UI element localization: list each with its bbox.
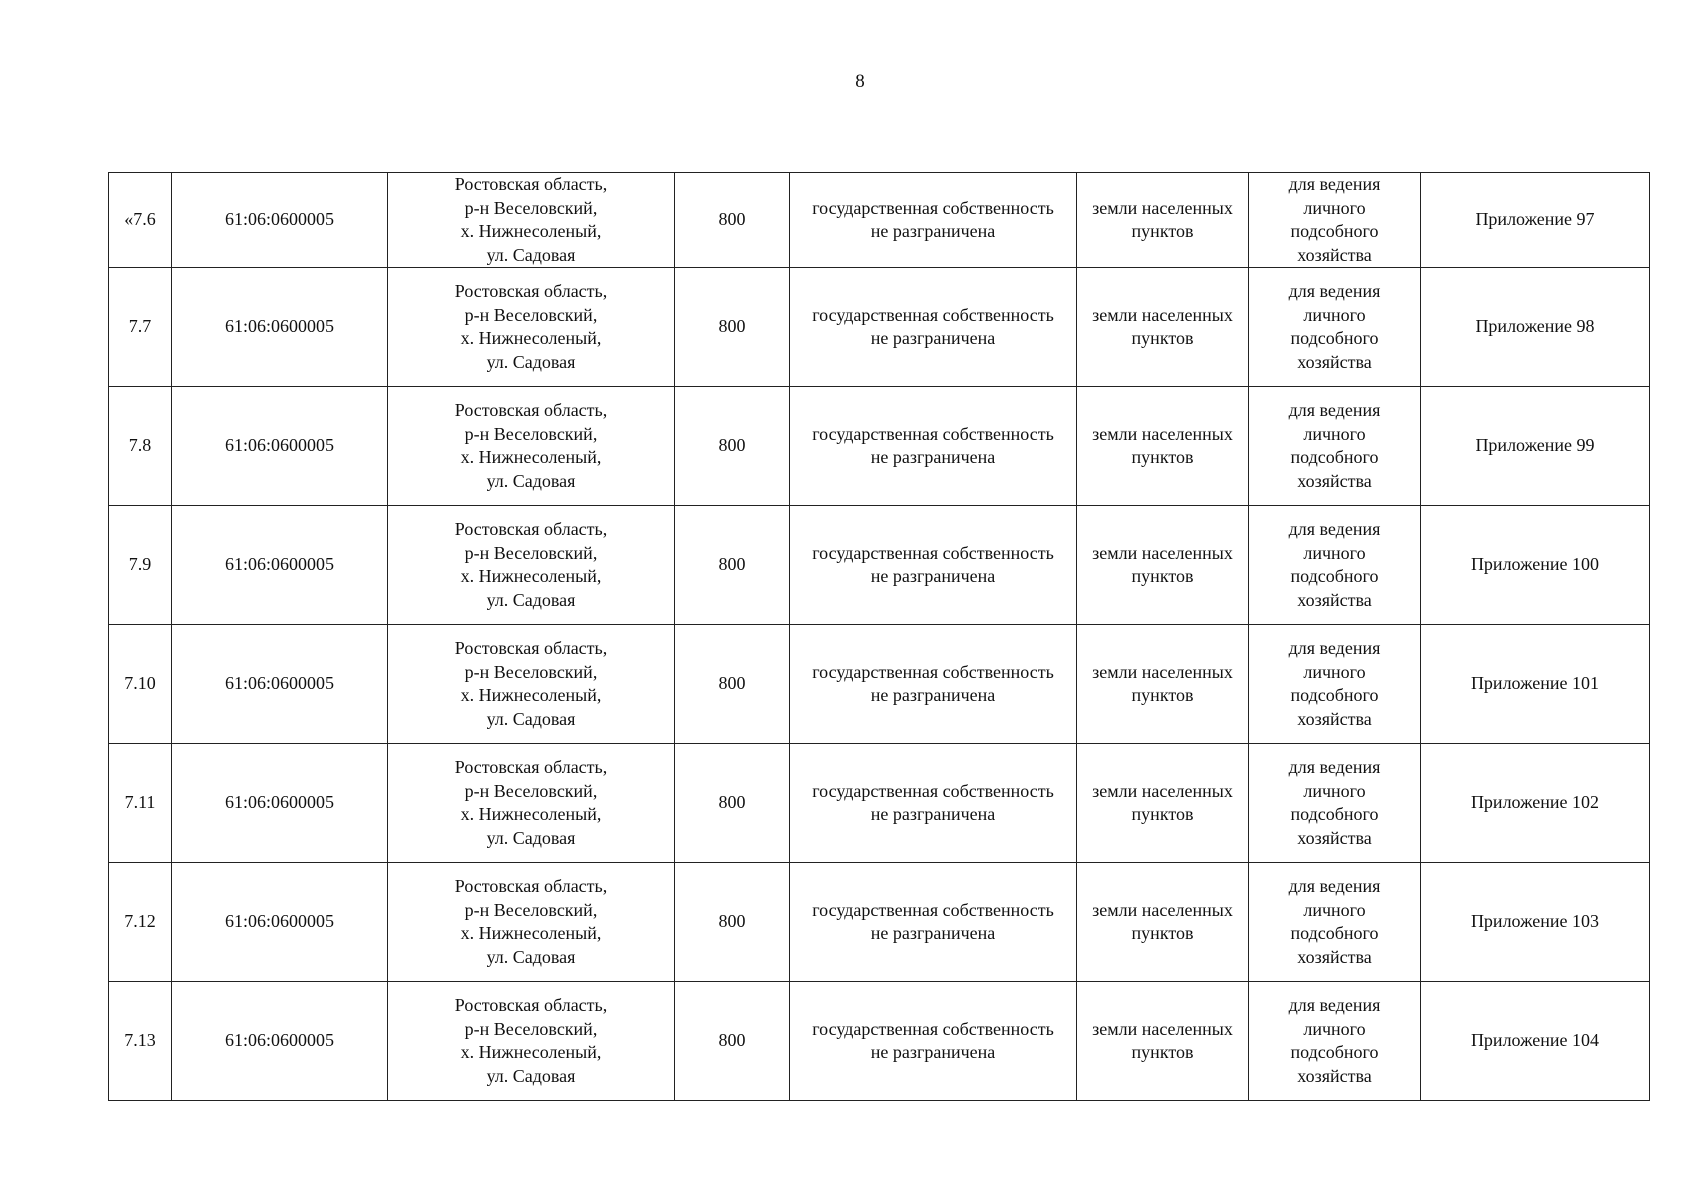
land-category: земли населенных пунктов bbox=[1077, 744, 1249, 863]
table-row bbox=[109, 744, 1650, 863]
cadastral-quarter: 61:06:0600005 bbox=[172, 387, 388, 506]
address: Ростовская область, р-н Веселовский, х. Нижнесоленый, ул. Садовая bbox=[388, 506, 675, 625]
ownership-form: государственная собственность не разграничена bbox=[790, 625, 1077, 744]
row-number: 7.12 bbox=[109, 863, 172, 982]
ownership-form: государственная собственность не разграничена bbox=[790, 506, 1077, 625]
permitted-use: для ведения личного подсобного хозяйства bbox=[1249, 173, 1421, 268]
land-category: земли населенных пунктов bbox=[1077, 863, 1249, 982]
appendix-ref: Приложение 103 bbox=[1421, 863, 1650, 982]
cadastral-quarter: 61:06:0600005 bbox=[172, 982, 388, 1101]
ownership-form: государственная собственность не разграничена bbox=[790, 863, 1077, 982]
cadastral-quarter: 61:06:0600005 bbox=[172, 744, 388, 863]
row-number: 7.7 bbox=[109, 268, 172, 387]
area: 800 bbox=[675, 506, 790, 625]
ownership-form: государственная собственность не разграничена bbox=[790, 387, 1077, 506]
land-category: земли населенных пунктов bbox=[1077, 625, 1249, 744]
address: Ростовская область, р-н Веселовский, х. Нижнесоленый, ул. Садовая bbox=[388, 744, 675, 863]
cadastral-quarter: 61:06:0600005 bbox=[172, 625, 388, 744]
address: Ростовская область, р-н Веселовский, х. Нижнесоленый, ул. Садовая bbox=[388, 863, 675, 982]
land-plot-table bbox=[108, 172, 1650, 1101]
table-row bbox=[109, 625, 1650, 744]
row-number: 7.11 bbox=[109, 744, 172, 863]
land-category: земли населенных пунктов bbox=[1077, 387, 1249, 506]
appendix-ref: Приложение 99 bbox=[1421, 387, 1650, 506]
appendix-ref: Приложение 98 bbox=[1421, 268, 1650, 387]
table-row bbox=[109, 863, 1650, 982]
address: Ростовская область, р-н Веселовский, х. Нижнесоленый, ул. Садовая bbox=[388, 982, 675, 1101]
ownership-form: государственная собственность не разграничена bbox=[790, 173, 1077, 268]
cadastral-quarter: 61:06:0600005 bbox=[172, 506, 388, 625]
permitted-use: для ведения личного подсобного хозяйства bbox=[1249, 268, 1421, 387]
row-number: «7.6 bbox=[109, 173, 172, 268]
land-category: земли населенных пунктов bbox=[1077, 982, 1249, 1101]
area: 800 bbox=[675, 863, 790, 982]
table-row bbox=[109, 173, 1650, 268]
address: Ростовская область, р-н Веселовский, х. Нижнесоленый, ул. Садовая bbox=[388, 625, 675, 744]
permitted-use: для ведения личного подсобного хозяйства bbox=[1249, 863, 1421, 982]
area: 800 bbox=[675, 982, 790, 1101]
ownership-form: государственная собственность не разграничена bbox=[790, 982, 1077, 1101]
ownership-form: государственная собственность не разграничена bbox=[790, 268, 1077, 387]
appendix-ref: Приложение 104 bbox=[1421, 982, 1650, 1101]
appendix-ref: Приложение 100 bbox=[1421, 506, 1650, 625]
table-row bbox=[109, 387, 1650, 506]
permitted-use: для ведения личного подсобного хозяйства bbox=[1249, 625, 1421, 744]
table-row bbox=[109, 506, 1650, 625]
land-category: земли населенных пунктов bbox=[1077, 173, 1249, 268]
address: Ростовская область, р-н Веселовский, х. Нижнесоленый, ул. Садовая bbox=[388, 387, 675, 506]
area: 800 bbox=[675, 744, 790, 863]
area: 800 bbox=[675, 387, 790, 506]
permitted-use: для ведения личного подсобного хозяйства bbox=[1249, 506, 1421, 625]
ownership-form: государственная собственность не разграничена bbox=[790, 744, 1077, 863]
address: Ростовская область, р-н Веселовский, х. Нижнесоленый, ул. Садовая bbox=[388, 173, 675, 268]
appendix-ref: Приложение 101 bbox=[1421, 625, 1650, 744]
permitted-use: для ведения личного подсобного хозяйства bbox=[1249, 982, 1421, 1101]
page-number: 8 bbox=[855, 71, 865, 92]
area: 800 bbox=[675, 625, 790, 744]
land-category: земли населенных пунктов bbox=[1077, 506, 1249, 625]
appendix-ref: Приложение 97 bbox=[1421, 173, 1650, 268]
appendix-ref: Приложение 102 bbox=[1421, 744, 1650, 863]
table-row bbox=[109, 268, 1650, 387]
area: 800 bbox=[675, 173, 790, 268]
area: 800 bbox=[675, 268, 790, 387]
row-number: 7.10 bbox=[109, 625, 172, 744]
cadastral-quarter: 61:06:0600005 bbox=[172, 173, 388, 268]
row-number: 7.13 bbox=[109, 982, 172, 1101]
land-category: земли населенных пунктов bbox=[1077, 268, 1249, 387]
cadastral-quarter: 61:06:0600005 bbox=[172, 268, 388, 387]
table-row bbox=[109, 982, 1650, 1101]
cadastral-quarter: 61:06:0600005 bbox=[172, 863, 388, 982]
row-number: 7.8 bbox=[109, 387, 172, 506]
permitted-use: для ведения личного подсобного хозяйства bbox=[1249, 387, 1421, 506]
address: Ростовская область, р-н Веселовский, х. Нижнесоленый, ул. Садовая bbox=[388, 268, 675, 387]
row-number: 7.9 bbox=[109, 506, 172, 625]
permitted-use: для ведения личного подсобного хозяйства bbox=[1249, 744, 1421, 863]
